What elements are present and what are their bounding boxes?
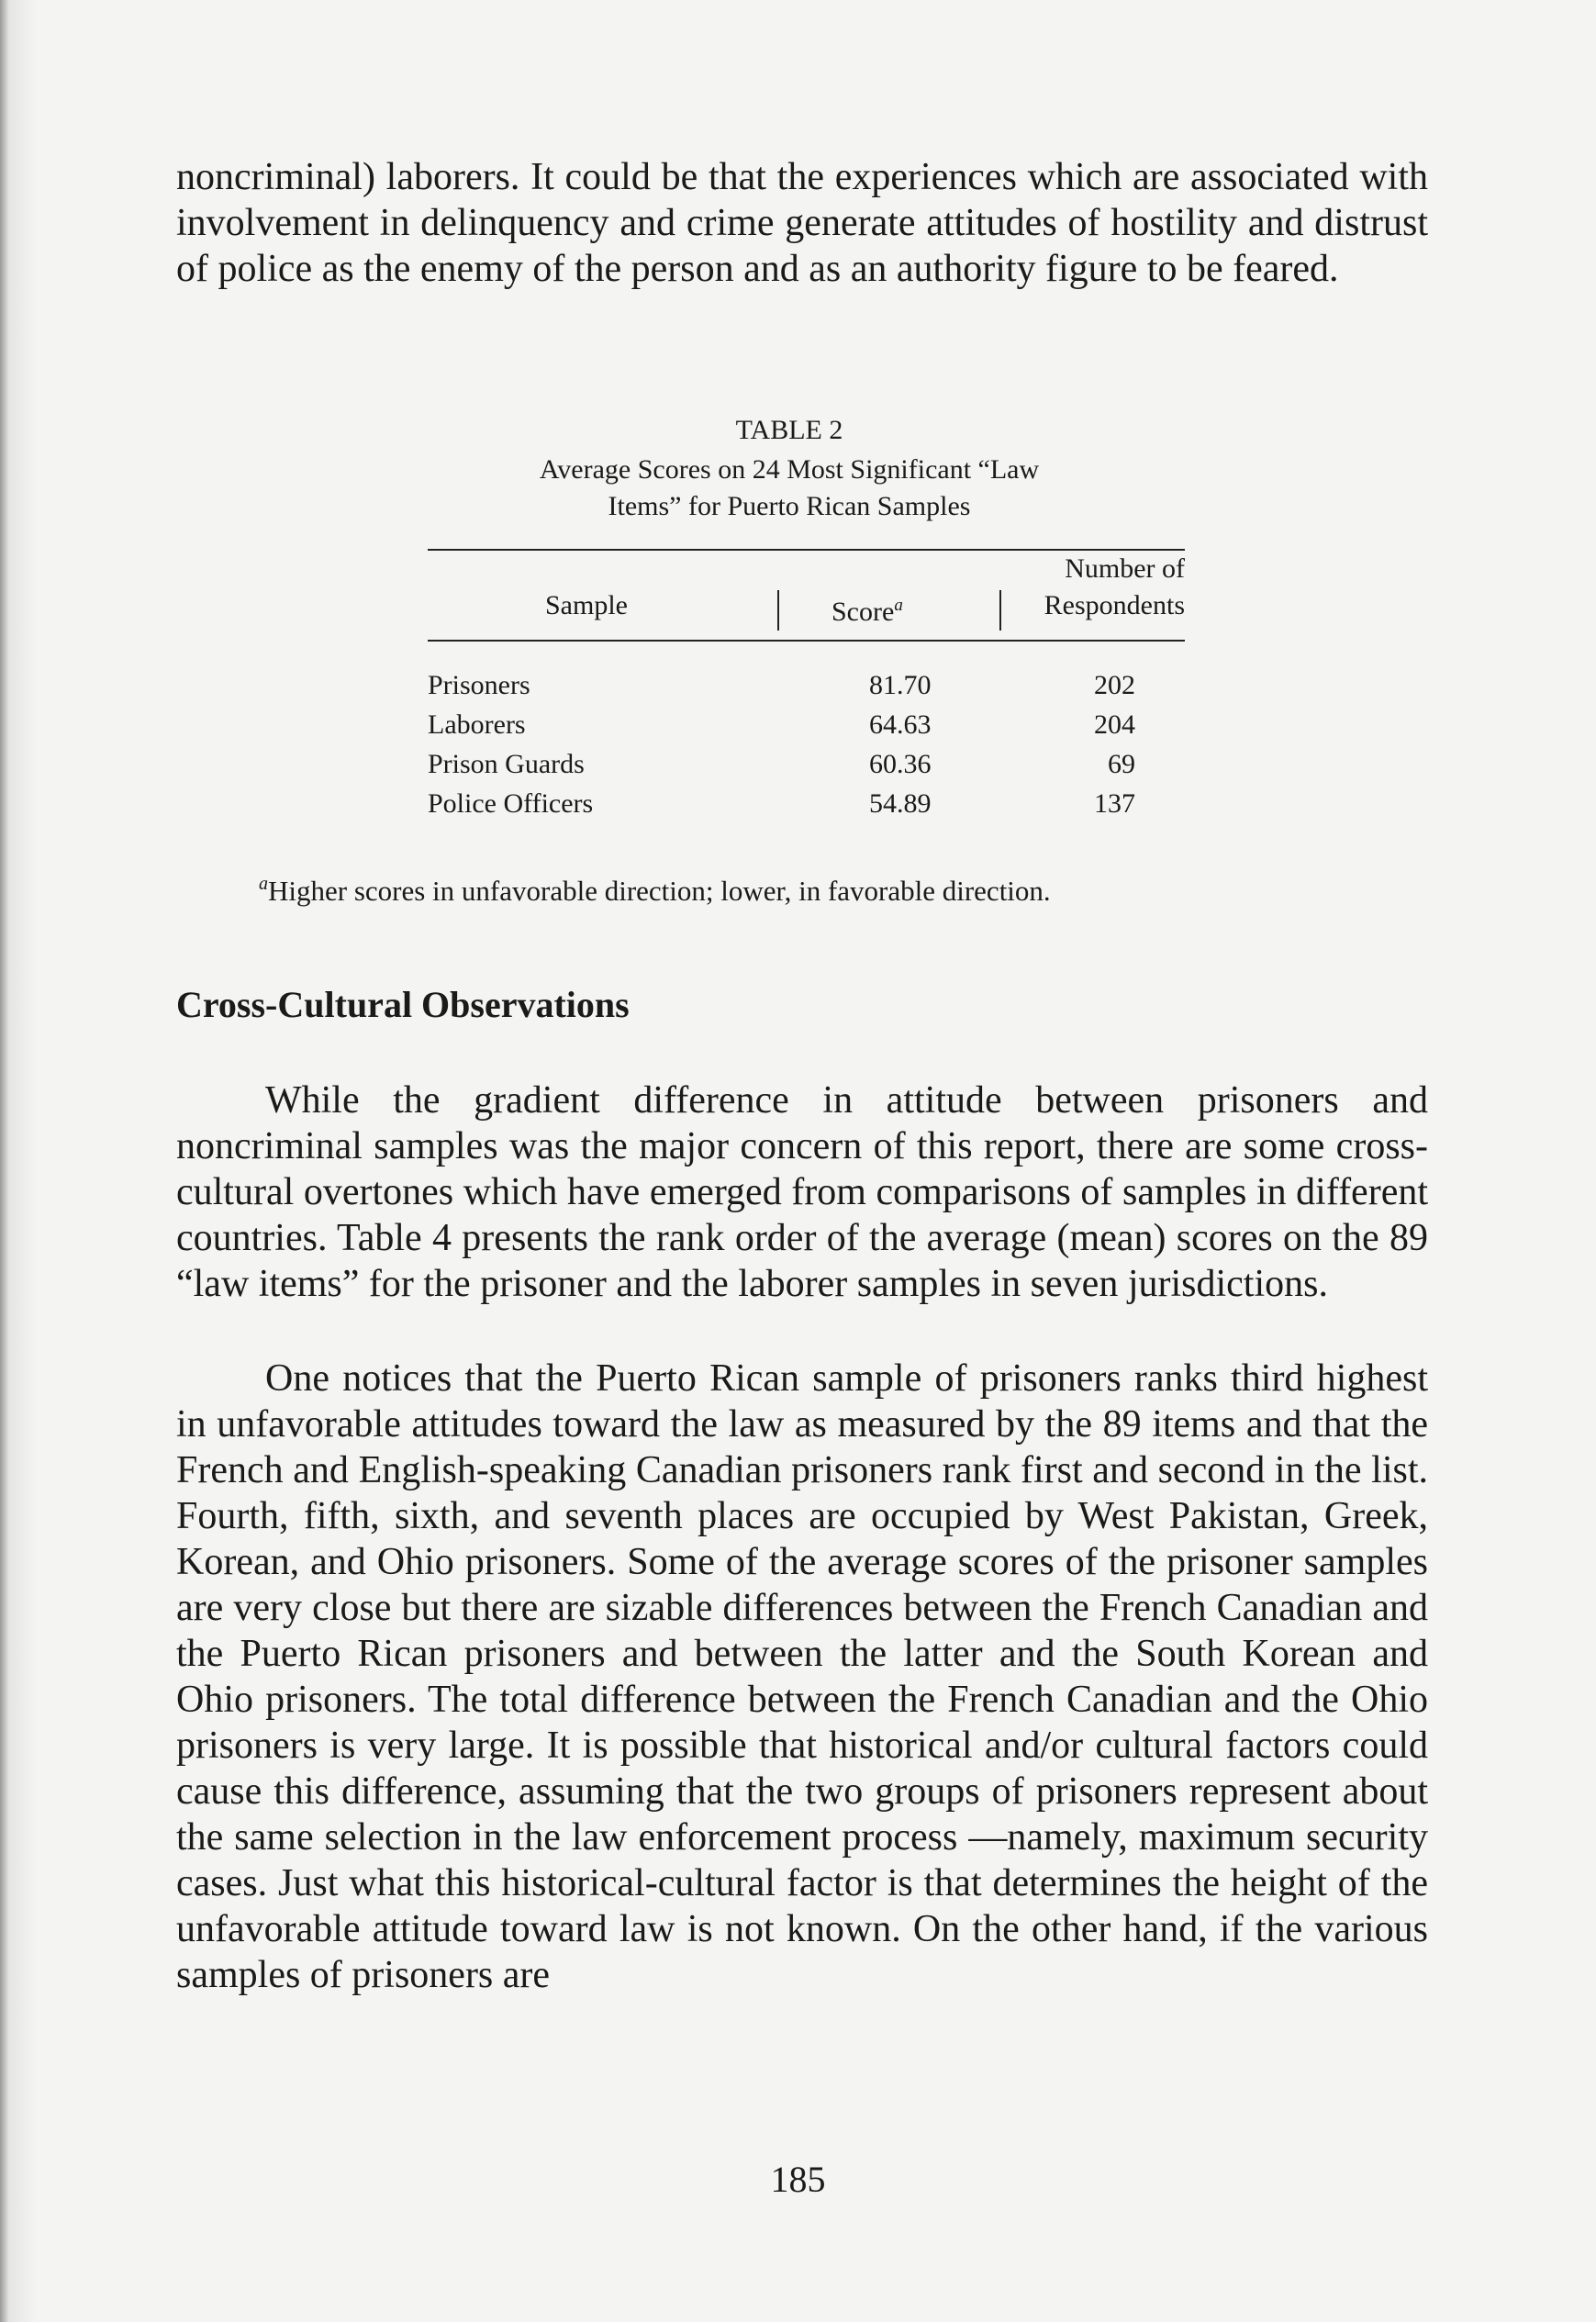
table-row (428, 744, 1185, 784)
footnote-marker: a (259, 874, 268, 894)
table-description-line-2: Items” for Puerto Rican Samples (608, 491, 971, 521)
cross-cultural-paragraph-2-text: One notices that the Puerto Rican sample of prisoners ranks third highest in unfavorable attitudes toward the law as measured by the 89 items and that the French and English-speaking Canadian prisoners rank first and second in the list. Fourth, fifth, sixth, and seventh places are occupied by West Pakistan, Greek, Korean, and Ohio prisoners. Some of the average scores of the prisoner samples are very close but there are sizable differences between the French Canadian and the Puerto Rican prisoners and between the latter and the South Korean and Ohio prisoners. The total difference between the French Canadian and the Ohio prisoners is very large. It is possible that historical and/or cultural factors could cause this difference, assuming that the two groups of prisoners represent about the same selection in the law enforcement process —namely, maximum security cases. Just what this historical-cultural factor is that determines the height of the unfavorable attitude toward law is not known. On the other hand, if the various samples of prisoners are (176, 1357, 1428, 1996)
cell-respondents: 202 (1094, 670, 1135, 700)
section-heading: Cross-Cultural Observations (176, 984, 630, 1025)
header-respondents-line-1: Number of (1065, 553, 1185, 584)
cell-score: 60.36 (869, 749, 932, 779)
cell-score: 54.89 (869, 788, 932, 819)
cross-cultural-paragraph-2 (176, 1356, 1428, 1998)
cell-score: 64.63 (869, 709, 932, 740)
header-sample: Sample (545, 590, 628, 620)
header-score-footnote-marker: a (894, 596, 903, 615)
table-header-rule (428, 640, 1185, 642)
cell-score: 81.70 (869, 670, 932, 700)
page-shadow (9, 0, 37, 2322)
page-number: 185 (770, 2159, 826, 2200)
cross-cultural-paragraph-1 (176, 1077, 1428, 1307)
cell-respondents: 204 (1094, 709, 1135, 740)
cell-sample: Prison Guards (428, 749, 585, 779)
cell-sample: Prisoners (428, 670, 530, 700)
header-separator-1 (777, 590, 779, 631)
cell-respondents: 137 (1094, 788, 1135, 819)
table-description (441, 452, 1138, 525)
cell-sample: Laborers (428, 709, 526, 740)
header-separator-2 (999, 590, 1001, 631)
table-footnote (259, 865, 1051, 910)
table-row (428, 784, 1185, 823)
table-row (428, 705, 1185, 744)
table-row (428, 665, 1185, 705)
intro-paragraph (176, 154, 1428, 292)
cell-sample: Police Officers (428, 788, 594, 819)
footnote-text: Higher scores in unfavorable direction; lower, in favorable direction. (268, 875, 1051, 907)
header-score (831, 587, 903, 631)
table-description-line-1: Average Scores on 24 Most Significant “Law (539, 454, 1040, 485)
table-title: TABLE 2 (735, 415, 843, 445)
cell-respondents: 69 (1108, 749, 1135, 779)
cross-cultural-paragraph-1-text: While the gradient difference in attitude between prisoners and noncriminal samples was the major concern of this report, there are some cross-cultural overtones which have emerged from comparisons of samples in different countries. Table 4 presents the rank order of the average (mean) scores on the 89 “law items” for the prisoner and the laborer samples in seven jurisdictions. (176, 1079, 1428, 1305)
intro-paragraph-text: noncriminal) laborers. It could be that the experiences which are associated with involvement in delinquency and crime generate attitudes of hostility and distrust of police as the enemy of the person and as an authority figure to be feared. (176, 156, 1428, 290)
header-respondents (1006, 551, 1185, 624)
scores-table (428, 665, 1185, 823)
page-binding-edge (0, 0, 9, 2322)
header-score-label: Score (831, 597, 895, 627)
header-respondents-line-2: Respondents (1044, 590, 1185, 620)
